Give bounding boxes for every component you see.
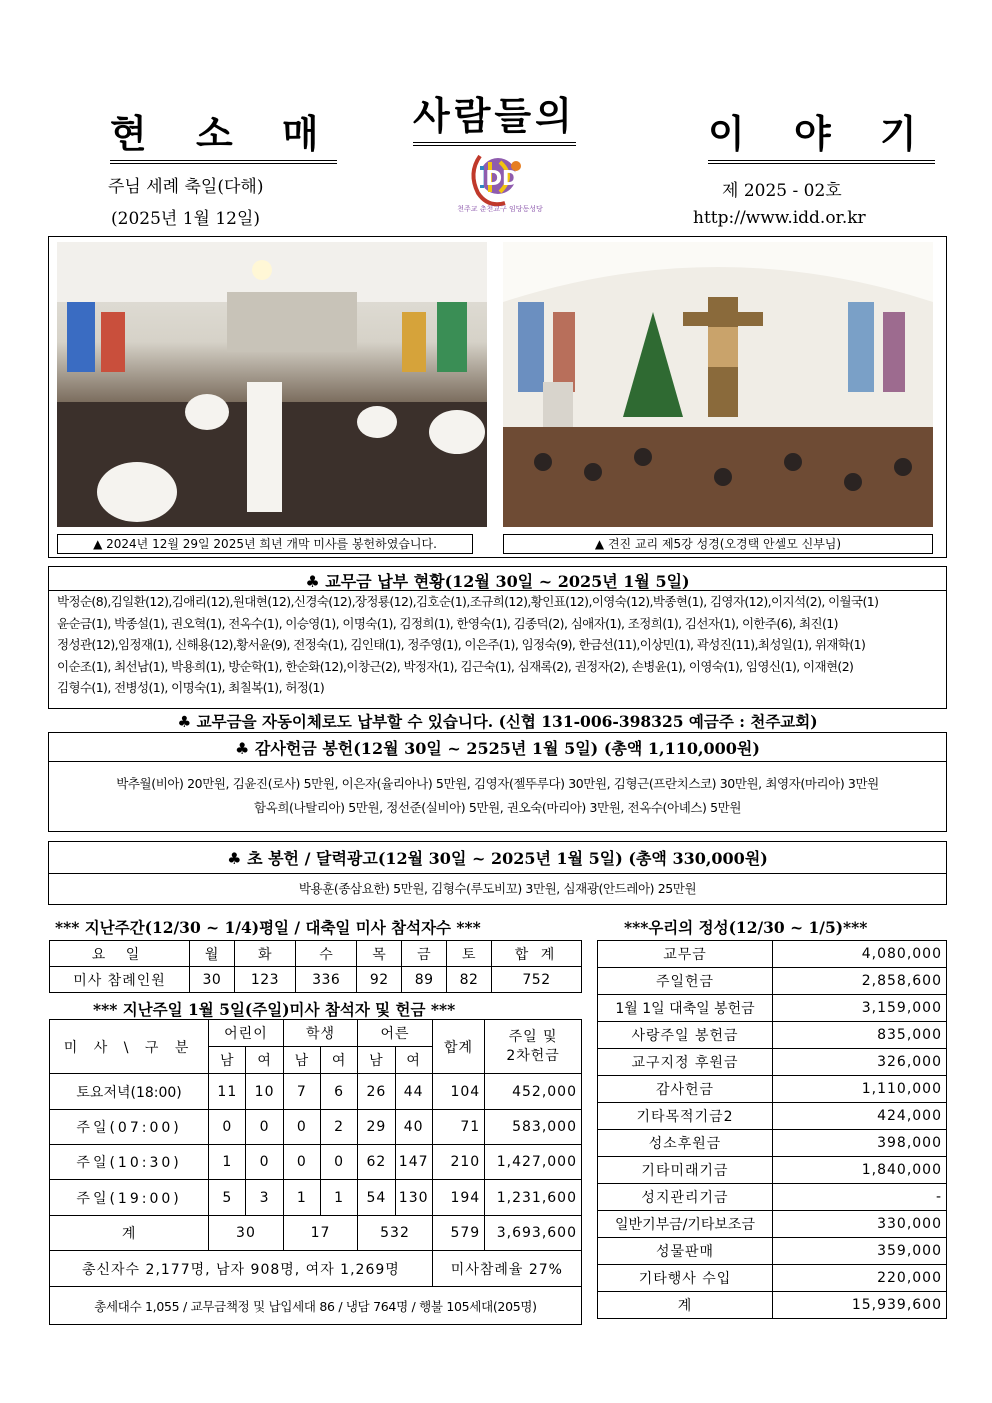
sunday-table: [49, 1019, 582, 1325]
cell: 기타미래기금: [598, 1157, 773, 1184]
believer-count: 총신자수 2,177명, 남자 908명, 여자 1,269명: [50, 1251, 433, 1287]
header-left-title: 현 소 매: [110, 103, 337, 164]
cell: 사랑주일 봉헌금: [598, 1022, 773, 1049]
sum-label: 계: [50, 1216, 209, 1251]
cell: 1: [320, 1180, 357, 1216]
weekday-value: 82: [447, 967, 492, 993]
table-row: [598, 941, 947, 968]
cell: 1,110,000: [773, 1076, 947, 1103]
cell: 30: [209, 1216, 284, 1251]
cell: 0: [246, 1145, 283, 1180]
cell: 4,080,000: [773, 941, 947, 968]
thanks-line: 함옥희(나탈리아) 5만원, 정선준(실비아) 5만원, 권오숙(마리아) 3만원, 전옥수(아녜스) 5만원: [253, 800, 742, 815]
cell: 11: [209, 1074, 246, 1110]
cell: 7: [283, 1074, 320, 1110]
cell: 1,427,000: [485, 1145, 582, 1180]
cell: 성물판매: [598, 1238, 773, 1265]
dues-line: 정성관(12),임정재(1), 신해용(12),황서윤(9), 전정숙(1), 김인태(1), 정주영(1), 이은주(1), 임정숙(9), 한금선(11),이상민(1), 곽성진(11),최성일(1), 위재학(1): [57, 637, 866, 652]
sex-header: 남: [209, 1047, 246, 1074]
header-center-title: 사람들의: [413, 85, 576, 146]
cell: 104: [432, 1074, 484, 1110]
sex-header: 남: [283, 1047, 320, 1074]
sunday-title: *** 지난주일 1월 5일(주일)미사 참석자 및 헌금 ***: [93, 1000, 456, 1019]
table-row: [598, 1211, 947, 1238]
photo-caption-left: ▲ 2024년 12월 29일 2025년 희년 개막 미사를 봉헌하였습니다.: [57, 534, 473, 554]
sex-header: 여: [320, 1047, 357, 1074]
candle-box: [48, 841, 947, 905]
cell: 579: [432, 1216, 484, 1251]
cell: 0: [283, 1145, 320, 1180]
dues-line: 김형수(1), 전병성(1), 이명숙(1), 최칠복(1), 허정(1): [57, 680, 325, 695]
group-children: 어린이: [209, 1020, 284, 1047]
cell: 147: [395, 1145, 432, 1180]
cell: 기타행사 수입: [598, 1265, 773, 1292]
cell: 532: [358, 1216, 433, 1251]
candle-line: 박용훈(종삼요한) 5만원, 김형수(루도비꼬) 3만원, 심재광(안드레아) 25만원: [298, 881, 697, 896]
issue-date: (2025년 1월 12일): [111, 209, 261, 229]
header-right-title: 이 야 기: [708, 103, 935, 164]
table-row: [598, 1157, 947, 1184]
dues-title: ♣ 교무금 납부 현황(12월 30일 ~ 2025년 1월 5일): [49, 569, 946, 591]
table-row: [598, 995, 947, 1022]
cell: 424,000: [773, 1103, 947, 1130]
weekday-header: 금: [402, 941, 447, 967]
thanks-lines: [49, 762, 946, 820]
cell: 398,000: [773, 1130, 947, 1157]
logo-caption: 천주교 춘천교구 임당동성당: [457, 205, 543, 213]
cell: 주일헌금: [598, 968, 773, 995]
photo-new-year-mass: [57, 242, 487, 527]
table-row: [598, 1292, 947, 1319]
cell: 일반기부금/기타보조금: [598, 1211, 773, 1238]
weekday-value: 30: [190, 967, 235, 993]
cell: 2: [320, 1110, 357, 1145]
cell: -: [773, 1184, 947, 1211]
cell: 교무금: [598, 941, 773, 968]
cell: 1: [283, 1180, 320, 1216]
cell: 0: [246, 1110, 283, 1145]
autopay-notice: ♣ 교무금을 자동이체로도 납부할 수 있습니다. (신협 131-006-398325 예금주 : 천주교회): [177, 712, 818, 731]
dues-line: 박정순(8),김일환(12),김애리(12),원대현(12),신경숙(12),장정룡(12),김호순(1),조규희(12),황인표(12),이영숙(12),박종현(1), 김영자(12),이지석(2), 이월국(1): [57, 594, 879, 609]
cell: 3,693,600: [485, 1216, 582, 1251]
website-url: http://www.idd.or.kr: [693, 208, 866, 228]
table-row: [50, 1145, 582, 1180]
cell: 62: [358, 1145, 395, 1180]
group-adults: 어른: [358, 1020, 433, 1047]
cell: 3,159,000: [773, 995, 947, 1022]
sunday-corner: 미 사 \ 구 분: [50, 1020, 209, 1074]
table-row: [50, 1180, 582, 1216]
sum-row: [50, 1216, 582, 1251]
sex-header: 여: [395, 1047, 432, 1074]
cell: 359,000: [773, 1238, 947, 1265]
cell: 15,939,600: [773, 1292, 947, 1319]
weekday-header: 수: [296, 941, 357, 967]
cell: 1월 1일 대축일 봉헌금: [598, 995, 773, 1022]
cell: 17: [283, 1216, 358, 1251]
cell: 10: [246, 1074, 283, 1110]
group-students: 학생: [283, 1020, 358, 1047]
cell: 26: [358, 1074, 395, 1110]
photo-caption-right: ▲ 견진 교리 제5강 성경(오경택 안셀모 신부님): [503, 534, 933, 554]
photo-confirmation-class: [503, 242, 933, 527]
cell: 220,000: [773, 1265, 947, 1292]
weekday-title: *** 지난주간(12/30 ~ 1/4)평일 / 대축일 미사 참석자수 ***: [55, 918, 481, 937]
sex-header: 남: [358, 1047, 395, 1074]
weekday-value: 752: [492, 967, 582, 993]
cell: 452,000: [485, 1074, 582, 1110]
issue-number: 제 2025 - 02호: [722, 181, 842, 201]
table-row: [598, 1184, 947, 1211]
offering-header: 주일 및 2차헌금: [485, 1020, 582, 1074]
cell: 29: [358, 1110, 395, 1145]
cell: 2,858,600: [773, 968, 947, 995]
weekday-header: 합 계: [492, 941, 582, 967]
table-row: [50, 1074, 582, 1110]
cell: 326,000: [773, 1049, 947, 1076]
dues-box: [48, 566, 947, 709]
thanks-box: [48, 732, 947, 832]
weekday-header: 요 일: [50, 941, 190, 967]
total-header: 합계: [432, 1020, 484, 1074]
dues-names: [49, 591, 946, 699]
cell: 210: [432, 1145, 484, 1180]
cell: 0: [209, 1110, 246, 1145]
table-row: [598, 1103, 947, 1130]
thanks-title: ♣ 감사헌금 봉헌(12월 30일 ~ 2525년 1월 5일) (총액 1,110,000원): [49, 736, 946, 762]
mass-label: 주일(07:00): [50, 1110, 209, 1145]
mass-label: 주일(19:00): [50, 1180, 209, 1216]
thanks-line: 박추월(비아) 20만원, 김윤진(로사) 5만원, 이은자(율리아나) 5만원, 김영자(젤뚜루다) 30만원, 김형근(프란치스코) 30만원, 최영자(마리아) 3만원: [116, 776, 879, 791]
weekday-value: 123: [234, 967, 295, 993]
dues-line: 이순조(1), 최선남(1), 박용희(1), 방순학(1), 한순화(12),이창근(2), 박정자(1), 김근숙(1), 심재록(2), 권정자(2), 손병윤(1), 이영숙(1), 임영신(1), 이재현(2): [57, 658, 854, 674]
feast-name: 주님 세례 축일(다해): [108, 177, 264, 197]
cell: 54: [358, 1180, 395, 1216]
dues-line: 윤순금(1), 박종설(1), 권오혁(1), 전옥수(1), 이승영(1), 이명숙(1), 김정희(1), 한영숙(1), 김종덕(2), 심애자(1), 조정희(1), 김선자(1), 이한주(6), 최진(1): [57, 615, 838, 631]
cell: 5: [209, 1180, 246, 1216]
cell: 교구지정 후원금: [598, 1049, 773, 1076]
cell: 3: [246, 1180, 283, 1216]
table-row: [598, 1238, 947, 1265]
cell: 194: [432, 1180, 484, 1216]
cell: 6: [320, 1074, 357, 1110]
cell: 성지관리기금: [598, 1184, 773, 1211]
cell: 44: [395, 1074, 432, 1110]
weekday-value: 92: [357, 967, 402, 993]
cell: 감사헌금: [598, 1076, 773, 1103]
weekday-table: [49, 940, 582, 993]
weekday-header: 화: [234, 941, 295, 967]
table-row: [598, 1076, 947, 1103]
sincerity-table: [597, 940, 947, 1319]
cell: 1,231,600: [485, 1180, 582, 1216]
mass-label: 토요저녁(18:00): [50, 1074, 209, 1110]
weekday-header: 목: [357, 941, 402, 967]
sincerity-title: ***우리의 정성(12/30 ~ 1/5)***: [624, 918, 868, 937]
weekday-value: 89: [402, 967, 447, 993]
candle-title: ♣ 초 봉헌 / 달력광고(12월 30일 ~ 2025년 1월 5일) (총액 330,000원): [49, 846, 946, 874]
table-row: [598, 1022, 947, 1049]
logo-text: IDD: [478, 166, 519, 190]
attendance-rate: 미사참례율 27%: [432, 1251, 581, 1287]
mass-label: 주일(10:30): [50, 1145, 209, 1180]
table-row: [598, 1130, 947, 1157]
household-summary: 총세대수 1,055 / 교무금책정 및 납입세대 86 / 냉담 764명 / 행불 105세대(205명): [50, 1287, 582, 1325]
cell: 40: [395, 1110, 432, 1145]
cell: 583,000: [485, 1110, 582, 1145]
cell: 기타목적기금2: [598, 1103, 773, 1130]
cell: 1,840,000: [773, 1157, 947, 1184]
cell: 1: [209, 1145, 246, 1180]
weekday-value: 336: [296, 967, 357, 993]
parish-logo: [457, 148, 543, 218]
cell: 71: [432, 1110, 484, 1145]
cell: 130: [395, 1180, 432, 1216]
cell: 0: [283, 1110, 320, 1145]
cell: 성소후원금: [598, 1130, 773, 1157]
table-row: [598, 1265, 947, 1292]
cell: 330,000: [773, 1211, 947, 1238]
sex-header: 여: [246, 1047, 283, 1074]
table-row: [598, 968, 947, 995]
weekday-header: 토: [447, 941, 492, 967]
cell: 835,000: [773, 1022, 947, 1049]
table-row: [598, 1049, 947, 1076]
weekday-row-label: 미사 참례인원: [50, 967, 190, 993]
weekday-header: 월: [190, 941, 235, 967]
cell: 0: [320, 1145, 357, 1180]
table-row: [50, 1110, 582, 1145]
cell: 계: [598, 1292, 773, 1319]
